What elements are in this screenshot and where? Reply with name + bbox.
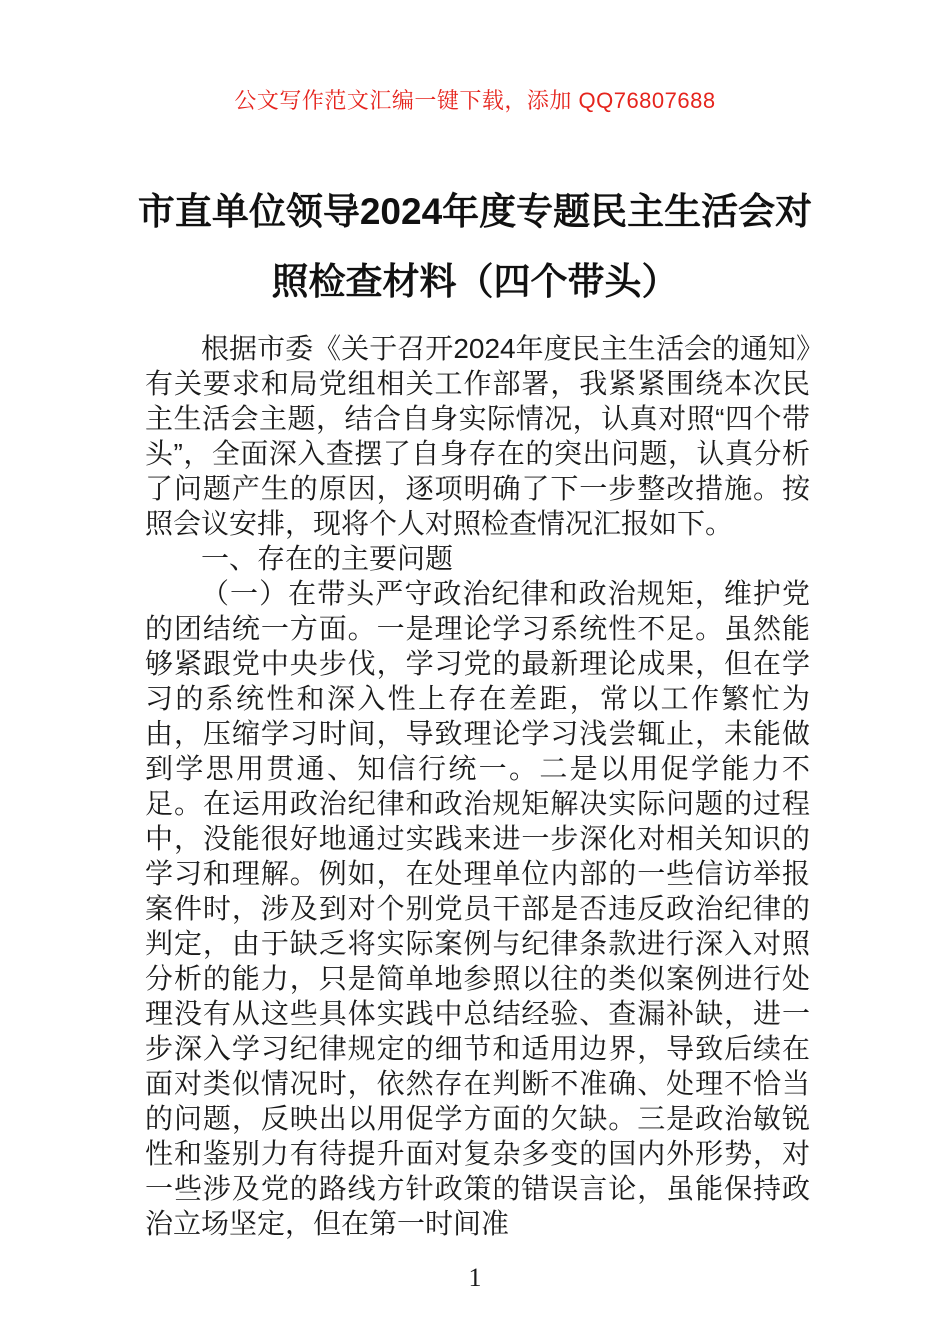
page-title: 市直单位领导2024年度专题民主生活会对照检查材料（四个带头）	[137, 191, 813, 302]
paragraph: 根据市委《关于召开2024年度民主生活会的通知》有关要求和局党组相关工作部署，我紧紧围绕本次民主生活会主题，结合自身实际情况，认真对照“四个带头”，全面深入查摆了自身存在的突出问题，认真分析了问题产生的原因，逐项明确了下一步整改措施。按照会议安排，现将个人对照检查情况汇报如下。	[145, 333, 810, 539]
page-number: 1	[468, 1263, 482, 1292]
paragraph: （一）在带头严守政治纪律和政治规矩，维护党的团结统一方面。一是理论学习系统性不足。虽然能够紧跟党中央步伐，学习党的最新理论成果，但在学习的系统性和深入性上存在差距，常以工作繁忙为由，压缩学习时间，导致理论学习浅尝辄止，未能做到学思用贯通、知信行统一。二是以用促学能力不足。在运用政治纪律和政治规矩解决实际问题的过程中，没能很好地通过实践来进一步深化对相关知识的学习和理解。例如，在处理单位内部的一些信访举报案件时，涉及到对个别党员干部是否违反政治纪律的判定，由于缺乏将实际案例与纪律条款进行深入对照分析的能力，只是简单地参照以往的类似案例进行处理没有从这些具体实践中总结经验、查漏补缺，进一步深入学习纪律规定的细节和适用边界，导致后续在面对类似情况时，依然存在判断不准确、处理不恰当的问题，反映出以用促学方面的欠缺。三是政治敏锐性和鉴别力有待提升面对复杂多变的国内外形势，对一些涉及党的路线方针政策的错误言论，虽能保持政治立场坚定，但在第一时间准	[145, 578, 810, 1239]
document-body	[145, 331, 810, 1241]
promo-banner: 公文写作范文汇编一键下载，添加 QQ76807688	[234, 88, 716, 113]
paragraph: 一、存在的主要问题	[201, 543, 454, 574]
